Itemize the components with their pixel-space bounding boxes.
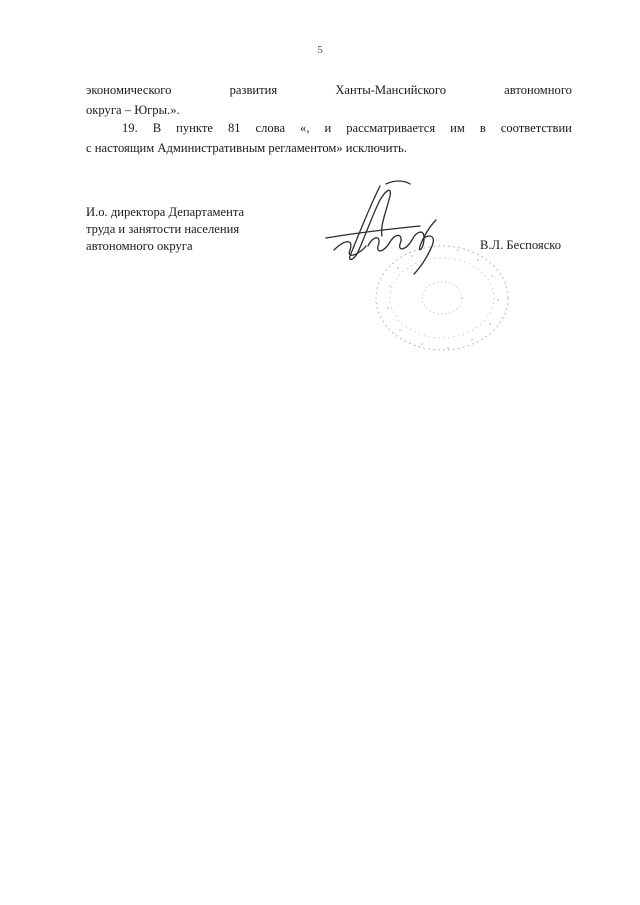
paragraph-tail-line-1 (86, 80, 572, 100)
item-19-line-2: с настоящим Административным регламентом» исключить. (86, 141, 407, 155)
word: слова (255, 121, 286, 135)
handwritten-signature (320, 176, 460, 276)
word: соответствии (500, 121, 572, 135)
word: им (450, 121, 465, 135)
paragraph-tail-line-2: округа – Югры.». (86, 103, 180, 117)
word: развития (229, 83, 278, 97)
signatory-position (86, 204, 244, 255)
signatory-position-line: автономного округа (86, 239, 193, 253)
signatory-position-line: труда и занятости населения (86, 222, 240, 236)
word: в (479, 121, 486, 135)
word: Ханты-Мансийского (335, 83, 447, 97)
word: рассматривается (346, 121, 436, 135)
word: 81 (227, 121, 241, 135)
signatory-position-line: И.о. директора Департамента (86, 205, 245, 219)
word: 19. (122, 121, 138, 135)
word: В (152, 121, 162, 135)
word: пункте (176, 121, 213, 135)
word: экономического (86, 83, 172, 97)
word: «, (300, 121, 310, 135)
word: и (324, 121, 332, 135)
item-19 (86, 118, 572, 158)
signatory-name: В.Л. Беспояско (480, 238, 562, 252)
item-19-line-1 (86, 118, 572, 138)
page-number: 5 (317, 44, 323, 56)
paragraph-tail (86, 80, 572, 120)
word: автономного (504, 83, 572, 97)
